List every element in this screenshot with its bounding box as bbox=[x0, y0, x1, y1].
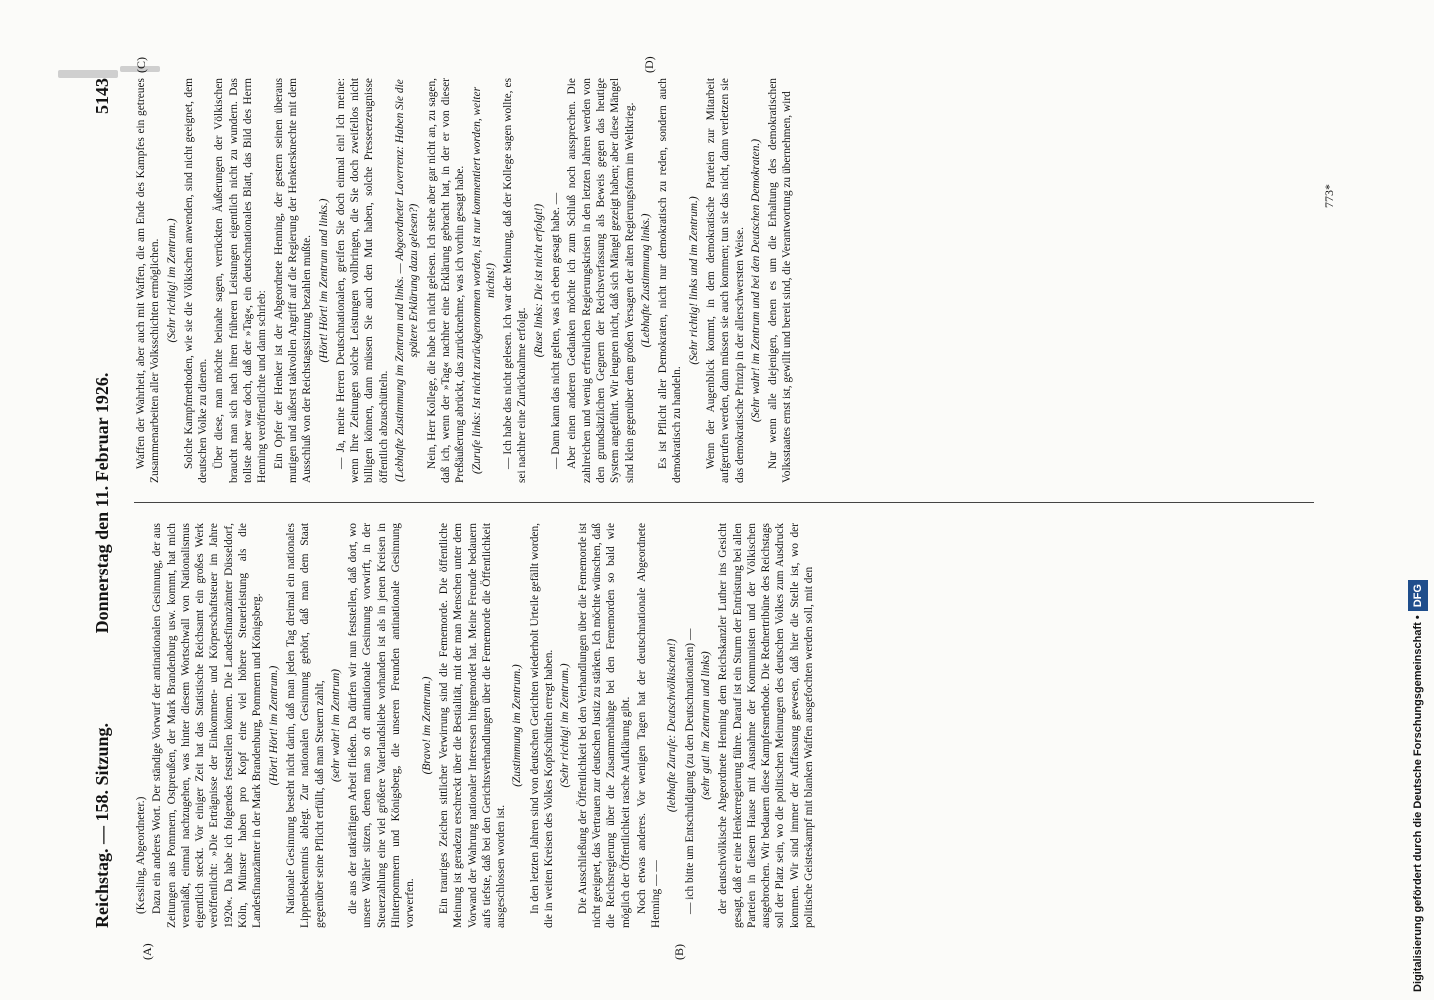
speech-paragraph: Noch etwas anderes. Vor wenigen Tagen hat der deutschnationale Abgeordnete Henning — — bbox=[635, 523, 663, 928]
dfg-logo: DFG bbox=[1408, 580, 1428, 611]
speech-paragraph: die aus der tatkräftigen Arbeit fließen. Da dürfen wir nun feststellen, daß dort, wo unsere Wähler sitzen, denen man so oft antinationale Gesinnung vorwirft, in der Steuerzahlung eine viel größere Vaterlandsliebe vorhanden ist als in jenen Kreisen in Hinterpommern und Königsberg, die unseren Freunden antinationale Gesinnung vorwerfen. bbox=[347, 523, 417, 928]
interjection: (Bravo! im Zentrum.) bbox=[420, 676, 433, 775]
interjection: (Zustimmung im Zentrum.) bbox=[511, 664, 524, 787]
speech-paragraph: der deutschvölkische Abgeordnete Henning dem Reichskanzler Luther ins Gesicht gesagt, daß er eine Henkerregierung führe. Darauf ist ein Sturm der Entrüstung bei allen Parteien in diesem Hause mit Ausnahme der Kommunisten und der Völkischen ausgebrochen. Wir bedauern diese Kampfesmethode. Die Rednertribüne des Reichstags soll der Platz sein, wo die politischen Meinungen des deutschen Volkes zum Ausdruck kommen. Wir sind immer der Auffassung gewesen, daß hier die Stelle ist, wo der politische Geisteskampf mit blanken Waffen ausgefochten werden soll, mit den bbox=[717, 523, 816, 928]
margin-mark-d: (D) bbox=[642, 56, 656, 73]
speech-paragraph: (Kessling, Abgeordneter.) bbox=[135, 796, 147, 914]
running-header: Reichstag. — 158. Sitzung. bbox=[92, 722, 112, 928]
speech-paragraph: Ein Opfer der Henker ist der Abgeordnete Henning, der gestern seinen überaus mutigen und äußerst taktvollen Angriff auf die Regierung der Henkersknechte mit dem Ausschluß von der Reichstagssitzung bezahlen mußte. bbox=[272, 78, 314, 483]
speech-paragraph: In den letzten Jahren sind von deutschen Gerichten wiederholt Urteile gefällt worden, die in weiten Kreisen des Volkes Kopfschütteln erregt haben. bbox=[528, 523, 556, 928]
interjection: (Sehr wahr! im Zentrum und bei den Deutschen Demokraten.) bbox=[749, 138, 762, 423]
interjection: (Sehr richtig! im Zentrum.) bbox=[165, 218, 178, 343]
speech-paragraph: Über diese, man möchte beinahe sagen, verrückten Äußerungen der Völkischen braucht man sich nach ihren früheren Leistungen eigentlich nicht zu wundern. Das tollste aber war doch, daß der »Tag«, ein deutschnationales Blatt, das Bild des Herrn Henning veröffentlichte und dann schrieb: bbox=[213, 78, 269, 483]
speech-paragraph: — ich bitte um Entschuldigung (zu den Deutschnationalen) — bbox=[683, 628, 696, 914]
interjection: (Lebhafte Zustimmung links.) bbox=[639, 213, 652, 348]
rotated-page bbox=[52, 38, 1382, 968]
speech-paragraph: Solche Kampfmethoden, wie sie die Völkischen anwenden, sind nicht geeignet, dem deutschen Volke zu dienen. bbox=[182, 78, 210, 483]
speech-paragraph: Aber einen anderen Gedanken möchte ich zum Schluß noch aussprechen. Die zahlreichen und wenig erfreulichen Regierungskrisen in den letzten Jahren werden von den grundsätzlichen Gegnern der Reichsverfassung als Beweis gegen das heutige System angeführt. Wir leugnen nicht, daß sich Mängel gezeigt haben; aber diese Mängel sind klein gegenüber dem großen Versagen der alten Regierungsform im Weltkrieg. bbox=[566, 78, 636, 483]
interjection: (Hört! Hört! im Zentrum und links.) bbox=[317, 198, 330, 363]
signature-mark: 773* bbox=[1322, 184, 1336, 208]
page-date: Donnerstag den 11. Februar 1926. bbox=[92, 372, 112, 634]
text-column-left bbox=[134, 523, 1324, 928]
page-number: 5143 bbox=[92, 78, 112, 114]
speech-paragraph: Dazu ein anderes Wort. Der ständige Vorwurf der antinationalen Gesinnung, der aus Zeitungen aus Pommern, Ostpreußen, der Mark Brandenburg usw. kommt, hat mich veranlaßt, einmal nachzugehen, was hinter diesem Wortschwall von Nationalismus eigentlich steckt. Vor einiger Zeit hat das Statistische Reichsamt ein großes Werk veröffentlicht: »Die Erträgnisse der Einkommen- und Körperschaftsteuer im Jahre 1920«. Da habe ich folgendes feststellen können. Die Landesfinanzämter Düsseldorf, Köln, Münster haben pro Kopf eine viel höhere Steuerleistung als die Landesfinanzämter in der Mark Brandenburg, Pommern und Königsberg. bbox=[151, 523, 264, 928]
credit-text: Digitalisierung gefördert durch die Deutsche Forschungsgemeinschaft • bbox=[1412, 615, 1424, 992]
column-divider bbox=[134, 502, 1314, 503]
speech-paragraph: — Ja, meine Herren Deutschnationalen, greifen Sie doch einmal ein! Ich meine: wenn Ihre Zeitungen solche Leistungen vollbringen, die Sie doch zweifellos nicht billigen können, dann müssen Sie auch den Mut haben, solche Presseerzeugnisse öffentlich abzuschütteln. bbox=[334, 78, 390, 483]
speech-paragraph: Waffen der Wahrheit, aber auch mit Waffen, die am Ende des Kampfes ein getreues Zusammenarbeiten aller Volksschichten ermöglichen. bbox=[135, 78, 162, 483]
speech-paragraph: Es ist Pflicht aller Demokraten, nicht nur demokratisch zu reden, sondern auch demokratisch zu handeln. bbox=[657, 78, 684, 483]
text-column-right bbox=[134, 78, 1324, 483]
speech-paragraph: Nein, Herr Kollege, die habe ich nicht gelesen. Ich stehe aber gar nicht an, zu sagen, daß ich, wenn der »Tag« nachher eine Erklärung gebracht hat, in der er von dieser Preßäußerung abrückt, das zurücknehme, was ich vorhin gesagt habe. bbox=[425, 78, 467, 483]
digitization-credit bbox=[1408, 2, 1428, 992]
margin-mark-b: (B) bbox=[672, 944, 686, 960]
interjection: (lebhafte Zurufe: Deutschvölkischen!) bbox=[666, 638, 679, 813]
speech-paragraph: — Dann kann das nicht gelten, was ich eben gesagt habe. — bbox=[550, 192, 563, 469]
speech-paragraph: Nationale Gesinnung besteht nicht darin, daß man jeden Tag dreimal ein nationales Lippenbekenntnis ablegt. Zur nationalen Gesinnung gehört, daß man dem Staat gegenüber seine Pflicht erfüllt, daß man Steuern zahlt, bbox=[284, 523, 326, 928]
speech-paragraph: Ein trauriges Zeichen sittlicher Verwirrung sind die Fememorde. Die öffentliche Meinung ist geradezu erschreckt über die Bestialität, mit der man Menschen unter dem Vorwand der Wahrung nationaler Interessen hingemordet hat. Meine Freunde bedauern aufs tiefste, daß bei den Gerichtsverhandlungen über die Fememorde die Öffentlichkeit ausgeschlossen worden ist. bbox=[437, 523, 508, 928]
interjection: (Sehr richtig! im Zentrum.) bbox=[559, 663, 572, 788]
interjection: (Hört! Hört! im Zentrum.) bbox=[267, 665, 280, 786]
margin-mark-a: (A) bbox=[140, 943, 154, 960]
speech-paragraph: Nur wenn alle diejenigen, denen es um die Erhaltung des demokratischen Volksstaates ernst ist, gewillt und bereit sind, die Verantwortung zu übernehmen, wird bbox=[767, 78, 794, 483]
interjection: (Lebhafte Zustimmung im Zentrum und links. — Abgeordneter Laverrenz: Haben Sie die spätere Erklärung dazu gelesen?) bbox=[394, 79, 421, 482]
interjection: (Zurufe links: Ist nicht zurückgenommen worden, ist nur kommentiert worden, weiter nichts!) bbox=[470, 86, 497, 475]
speech-paragraph: Die Ausschließung der Öffentlichkeit bei den Verhandlungen über die Fememorde ist nicht geeignet, das Vertrauen zur deutschen Justiz zu stärken. Ich möchte wünschen, daß die Reichsregierung über die Zusammenhänge bei den Fememorden so bald wie möglich der Öffentlichkeit rasche Aufklärung gibt. bbox=[576, 523, 632, 928]
interjection: (Ruse links: Die ist nicht erfolgt!) bbox=[532, 203, 545, 358]
interjection: (sehr wahr! im Zentrum) bbox=[329, 669, 342, 782]
speech-paragraph: Wenn der Augenblick kommt, in dem demokratische Parteien zur Mitarbeit aufgerufen werden, dann müssen sie auch kommen; tun sie das nicht, dann verletzen sie das demokratische Prinzip in der allerschwersten Weise. bbox=[704, 78, 746, 483]
margin-mark-c: (C) bbox=[134, 57, 148, 73]
interjection: (sehr gut! im Zentrum und links) bbox=[699, 651, 712, 800]
interjection: (Sehr richtig! links und im Zentrum.) bbox=[687, 196, 700, 365]
speech-paragraph: — Ich habe das nicht gelesen. Ich war der Meinung, daß der Kollege sagen wollte, es sei nachher eine Zurücknahme erfolgt. bbox=[502, 78, 529, 483]
